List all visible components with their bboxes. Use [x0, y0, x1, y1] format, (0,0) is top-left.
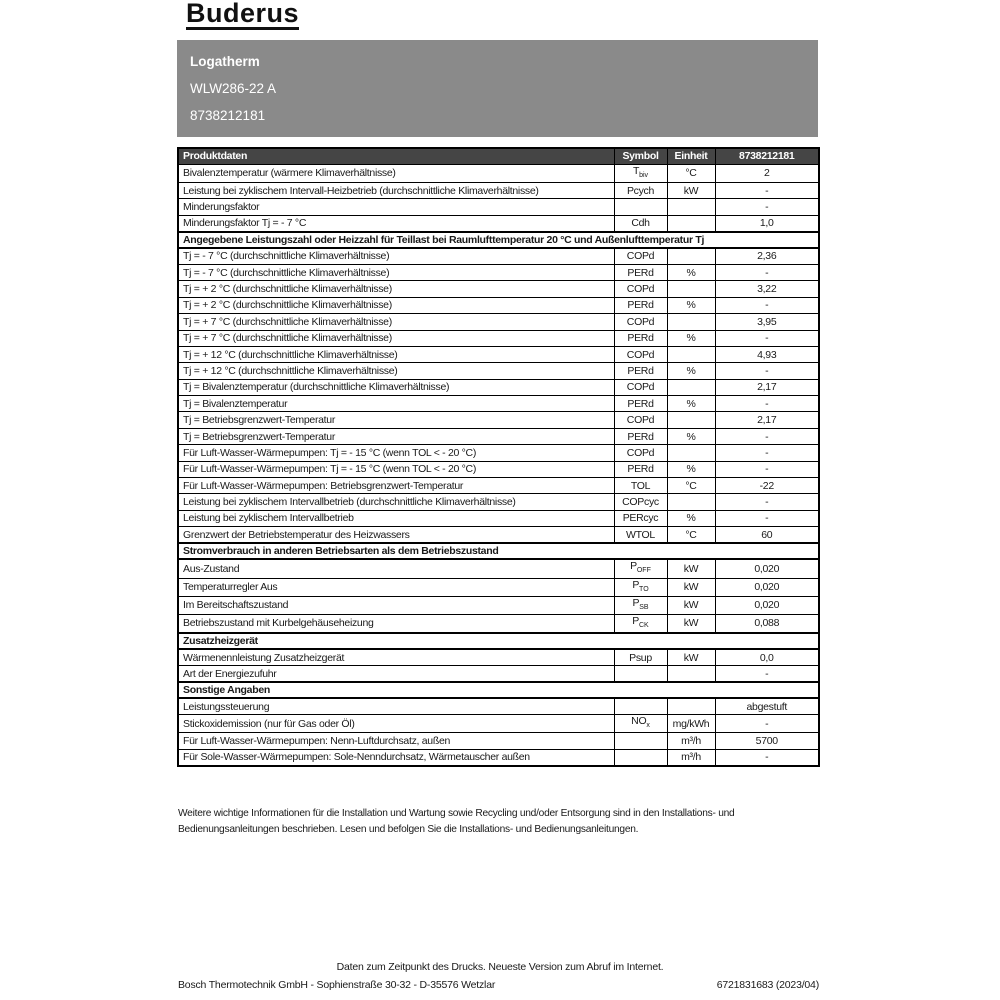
- footer-doc-number: 6721831683 (2023/04): [716, 979, 819, 991]
- row-value: -: [715, 182, 819, 198]
- row-symbol: [614, 199, 667, 215]
- row-unit: kW: [667, 182, 715, 198]
- row-symbol: [614, 749, 667, 765]
- row-label: Tj = Betriebsgrenzwert-Temperatur: [178, 412, 614, 428]
- row-symbol: COPd: [614, 412, 667, 428]
- row-symbol: COPd: [614, 281, 667, 297]
- column-header-einheit: Einheit: [667, 148, 715, 164]
- row-value: abgestuft: [715, 698, 819, 714]
- section-row: [178, 682, 819, 698]
- table-row: [178, 264, 819, 280]
- row-value: 0,0: [715, 649, 819, 665]
- table-row: [178, 215, 819, 231]
- column-header-produktdaten: Produktdaten: [178, 148, 614, 164]
- row-label: Für Luft-Wasser-Wärmepumpen: Tj = - 15 °C (wenn TOL < - 20 °C): [178, 461, 614, 477]
- row-label: Tj = + 7 °C (durchschnittliche Klimaverhältnisse): [178, 314, 614, 330]
- row-label: Leistung bei zyklischem Intervall-Heizbetrieb (durchschnittliche Klimaverhältnisse): [178, 182, 614, 198]
- row-value: 4,93: [715, 346, 819, 362]
- section-row: [178, 633, 819, 649]
- row-label: Temperaturregler Aus: [178, 578, 614, 596]
- row-unit: %: [667, 363, 715, 379]
- row-symbol: [614, 733, 667, 749]
- row-value: 2: [715, 164, 819, 182]
- row-unit: [667, 215, 715, 231]
- row-label: Tj = + 12 °C (durchschnittliche Klimaverhältnisse): [178, 346, 614, 362]
- column-header-symbol: Symbol: [614, 148, 667, 164]
- row-label: Aus-Zustand: [178, 559, 614, 578]
- row-symbol: Cdh: [614, 215, 667, 231]
- row-value: 60: [715, 527, 819, 543]
- row-label: Bivalenztemperatur (wärmere Klimaverhältnisse): [178, 164, 614, 182]
- row-unit: kW: [667, 649, 715, 665]
- row-label: Leistung bei zyklischem Intervallbetrieb: [178, 510, 614, 526]
- row-label: Für Sole-Wasser-Wärmepumpen: Sole-Nenndurchsatz, Wärmetauscher außen: [178, 749, 614, 765]
- row-value: -: [715, 199, 819, 215]
- table-row: [178, 733, 819, 749]
- table-row: [178, 698, 819, 714]
- table-row: [178, 330, 819, 346]
- footer-print-note: Daten zum Zeitpunkt des Drucks. Neueste Version zum Abruf im Internet.: [336, 961, 664, 973]
- buderus-logo: Buderus: [186, 0, 300, 28]
- row-value: -: [715, 666, 819, 682]
- row-label: Für Luft-Wasser-Wärmepumpen: Tj = - 15 °C (wenn TOL < - 20 °C): [178, 445, 614, 461]
- table-header-row: [178, 148, 819, 164]
- row-symbol: $NO_x$: [614, 715, 667, 733]
- row-unit: [667, 666, 715, 682]
- table-row: [178, 396, 819, 412]
- row-symbol: TOL: [614, 478, 667, 494]
- table-row: [178, 494, 819, 510]
- row-label: Für Luft-Wasser-Wärmepumpen: Nenn-Luftdurchsatz, außen: [178, 733, 614, 749]
- row-symbol: PERcyc: [614, 510, 667, 526]
- row-symbol: COPd: [614, 379, 667, 395]
- footer-company: Bosch Thermotechnik GmbH - Sophienstraße 30-32 - D-35576 Wetzlar: [178, 979, 496, 991]
- row-unit: %: [667, 510, 715, 526]
- table-row: [178, 314, 819, 330]
- table-row: [178, 445, 819, 461]
- table-row: [178, 559, 819, 578]
- section-row: [178, 232, 819, 248]
- table-row: [178, 248, 819, 264]
- row-value: -: [715, 264, 819, 280]
- row-symbol: $P_{CK}$: [614, 614, 667, 633]
- row-unit: [667, 199, 715, 215]
- row-unit: mg/kWh: [667, 715, 715, 733]
- row-label: Tj = + 12 °C (durchschnittliche Klimaverhältnisse): [178, 363, 614, 379]
- row-symbol: PERd: [614, 264, 667, 280]
- row-label: Minderungsfaktor Tj = - 7 °C: [178, 215, 614, 231]
- row-label: Wärmenennleistung Zusatzheizgerät: [178, 649, 614, 665]
- table-row: [178, 715, 819, 733]
- row-symbol: PERd: [614, 330, 667, 346]
- row-unit: [667, 248, 715, 264]
- row-unit: °C: [667, 478, 715, 494]
- row-label: Betriebszustand mit Kurbelgehäuseheizung: [178, 614, 614, 633]
- table-row: [178, 461, 819, 477]
- row-symbol: $T_{biv}$: [614, 164, 667, 182]
- row-symbol: COPd: [614, 445, 667, 461]
- product-article-number: 8738212181: [190, 108, 266, 123]
- table-row: [178, 649, 819, 665]
- row-label: Für Luft-Wasser-Wärmepumpen: Betriebsgrenzwert-Temperatur: [178, 478, 614, 494]
- table-row: [178, 297, 819, 313]
- row-symbol: $P_{SB}$: [614, 596, 667, 614]
- row-value: 1,0: [715, 215, 819, 231]
- row-unit: [667, 281, 715, 297]
- row-symbol: $P_{TO}$: [614, 578, 667, 596]
- row-symbol: PERd: [614, 363, 667, 379]
- row-unit: m³/h: [667, 733, 715, 749]
- row-symbol: WTOL: [614, 527, 667, 543]
- table-row: [178, 182, 819, 198]
- product-data-table-wrap: [177, 147, 820, 767]
- footer-company-line: [178, 979, 819, 991]
- section-title: Sonstige Angaben: [178, 682, 819, 698]
- row-symbol: COPd: [614, 346, 667, 362]
- row-value: -: [715, 396, 819, 412]
- row-value: 5700: [715, 733, 819, 749]
- row-symbol: [614, 666, 667, 682]
- row-value: 3,22: [715, 281, 819, 297]
- row-symbol: COPcyc: [614, 494, 667, 510]
- row-value: -: [715, 461, 819, 477]
- row-symbol: PERd: [614, 461, 667, 477]
- row-value: 0,020: [715, 596, 819, 614]
- row-unit: m³/h: [667, 749, 715, 765]
- installation-note: Weitere wichtige Informationen für die Installation und Wartung sowie Recycling und/oder Entsorgung sind in den Installations- und Bedienungsanleitungen beschrieben. Lesen und befolgen Sie die Installations- und Bedienungsanleitungen.: [178, 808, 735, 835]
- product-series: Logatherm: [190, 54, 260, 69]
- table-row: [178, 596, 819, 614]
- row-unit: [667, 412, 715, 428]
- row-unit: [667, 494, 715, 510]
- row-unit: [667, 698, 715, 714]
- row-value: -22: [715, 478, 819, 494]
- row-label: Tj = Bivalenztemperatur: [178, 396, 614, 412]
- row-symbol: Psup: [614, 649, 667, 665]
- row-unit: kW: [667, 596, 715, 614]
- table-row: [178, 749, 819, 765]
- row-label: Grenzwert der Betriebstemperatur des Heizwassers: [178, 527, 614, 543]
- row-symbol: $P_{OFF}$: [614, 559, 667, 578]
- row-value: 0,088: [715, 614, 819, 633]
- table-row: [178, 164, 819, 182]
- section-title: Angegebene Leistungszahl oder Heizzahl für Teillast bei Raumlufttemperatur 20 °C und Außenlufttemperatur Tj: [178, 232, 819, 248]
- row-value: -: [715, 494, 819, 510]
- table-row: [178, 527, 819, 543]
- row-value: 0,020: [715, 578, 819, 596]
- row-label: Leistungssteuerung: [178, 698, 614, 714]
- row-label: Tj = - 7 °C (durchschnittliche Klimaverhältnisse): [178, 264, 614, 280]
- row-unit: °C: [667, 164, 715, 182]
- product-model: WLW286-22 A: [190, 81, 277, 96]
- row-value: -: [715, 445, 819, 461]
- table-row: [178, 363, 819, 379]
- table-row: [178, 281, 819, 297]
- section-row: [178, 543, 819, 559]
- row-symbol: Pcych: [614, 182, 667, 198]
- row-value: 2,17: [715, 379, 819, 395]
- row-unit: %: [667, 330, 715, 346]
- row-value: -: [715, 428, 819, 444]
- row-unit: %: [667, 264, 715, 280]
- row-symbol: [614, 698, 667, 714]
- row-value: 3,95: [715, 314, 819, 330]
- row-unit: %: [667, 396, 715, 412]
- section-title: Zusatzheizgerät: [178, 633, 819, 649]
- table-row: [178, 578, 819, 596]
- product-header-box: [177, 40, 818, 137]
- table-row: [178, 510, 819, 526]
- row-label: Tj = Betriebsgrenzwert-Temperatur: [178, 428, 614, 444]
- row-label: Im Bereitschaftszustand: [178, 596, 614, 614]
- row-label: Tj = + 2 °C (durchschnittliche Klimaverhältnisse): [178, 297, 614, 313]
- row-label: Tj = - 7 °C (durchschnittliche Klimaverhältnisse): [178, 248, 614, 264]
- table-row: [178, 412, 819, 428]
- row-unit: [667, 445, 715, 461]
- row-value: -: [715, 510, 819, 526]
- row-value: 2,36: [715, 248, 819, 264]
- row-unit: [667, 346, 715, 362]
- row-symbol: PERd: [614, 428, 667, 444]
- row-value: 2,17: [715, 412, 819, 428]
- row-label: Leistung bei zyklischem Intervallbetrieb (durchschnittliche Klimaverhältnisse): [178, 494, 614, 510]
- row-unit: %: [667, 428, 715, 444]
- row-value: 0,020: [715, 559, 819, 578]
- row-unit: %: [667, 461, 715, 477]
- row-value: -: [715, 330, 819, 346]
- row-label: Tj = + 7 °C (durchschnittliche Klimaverhältnisse): [178, 330, 614, 346]
- table-row: [178, 428, 819, 444]
- product-data-table: [177, 147, 820, 767]
- row-unit: kW: [667, 559, 715, 578]
- row-value: -: [715, 297, 819, 313]
- row-symbol: COPd: [614, 314, 667, 330]
- row-symbol: COPd: [614, 248, 667, 264]
- table-row: [178, 666, 819, 682]
- row-value: -: [715, 363, 819, 379]
- column-header-article: 8738212181: [715, 148, 819, 164]
- table-row: [178, 379, 819, 395]
- row-unit: kW: [667, 614, 715, 633]
- row-unit: [667, 379, 715, 395]
- row-label: Tj = Bivalenztemperatur (durchschnittliche Klimaverhältnisse): [178, 379, 614, 395]
- table-row: [178, 199, 819, 215]
- row-symbol: PERd: [614, 297, 667, 313]
- row-label: Minderungsfaktor: [178, 199, 614, 215]
- table-row: [178, 614, 819, 633]
- table-row: [178, 346, 819, 362]
- row-label: Tj = + 2 °C (durchschnittliche Klimaverhältnisse): [178, 281, 614, 297]
- row-unit: °C: [667, 527, 715, 543]
- row-label: Art der Energiezufuhr: [178, 666, 614, 682]
- row-label: Stickoxidemission (nur für Gas oder Öl): [178, 715, 614, 733]
- product-table-body: [178, 164, 819, 765]
- row-value: -: [715, 715, 819, 733]
- table-row: [178, 478, 819, 494]
- row-unit: kW: [667, 578, 715, 596]
- row-value: -: [715, 749, 819, 765]
- row-unit: %: [667, 297, 715, 313]
- section-title: Stromverbrauch in anderen Betriebsarten als dem Betriebszustand: [178, 543, 819, 559]
- row-unit: [667, 314, 715, 330]
- row-symbol: PERd: [614, 396, 667, 412]
